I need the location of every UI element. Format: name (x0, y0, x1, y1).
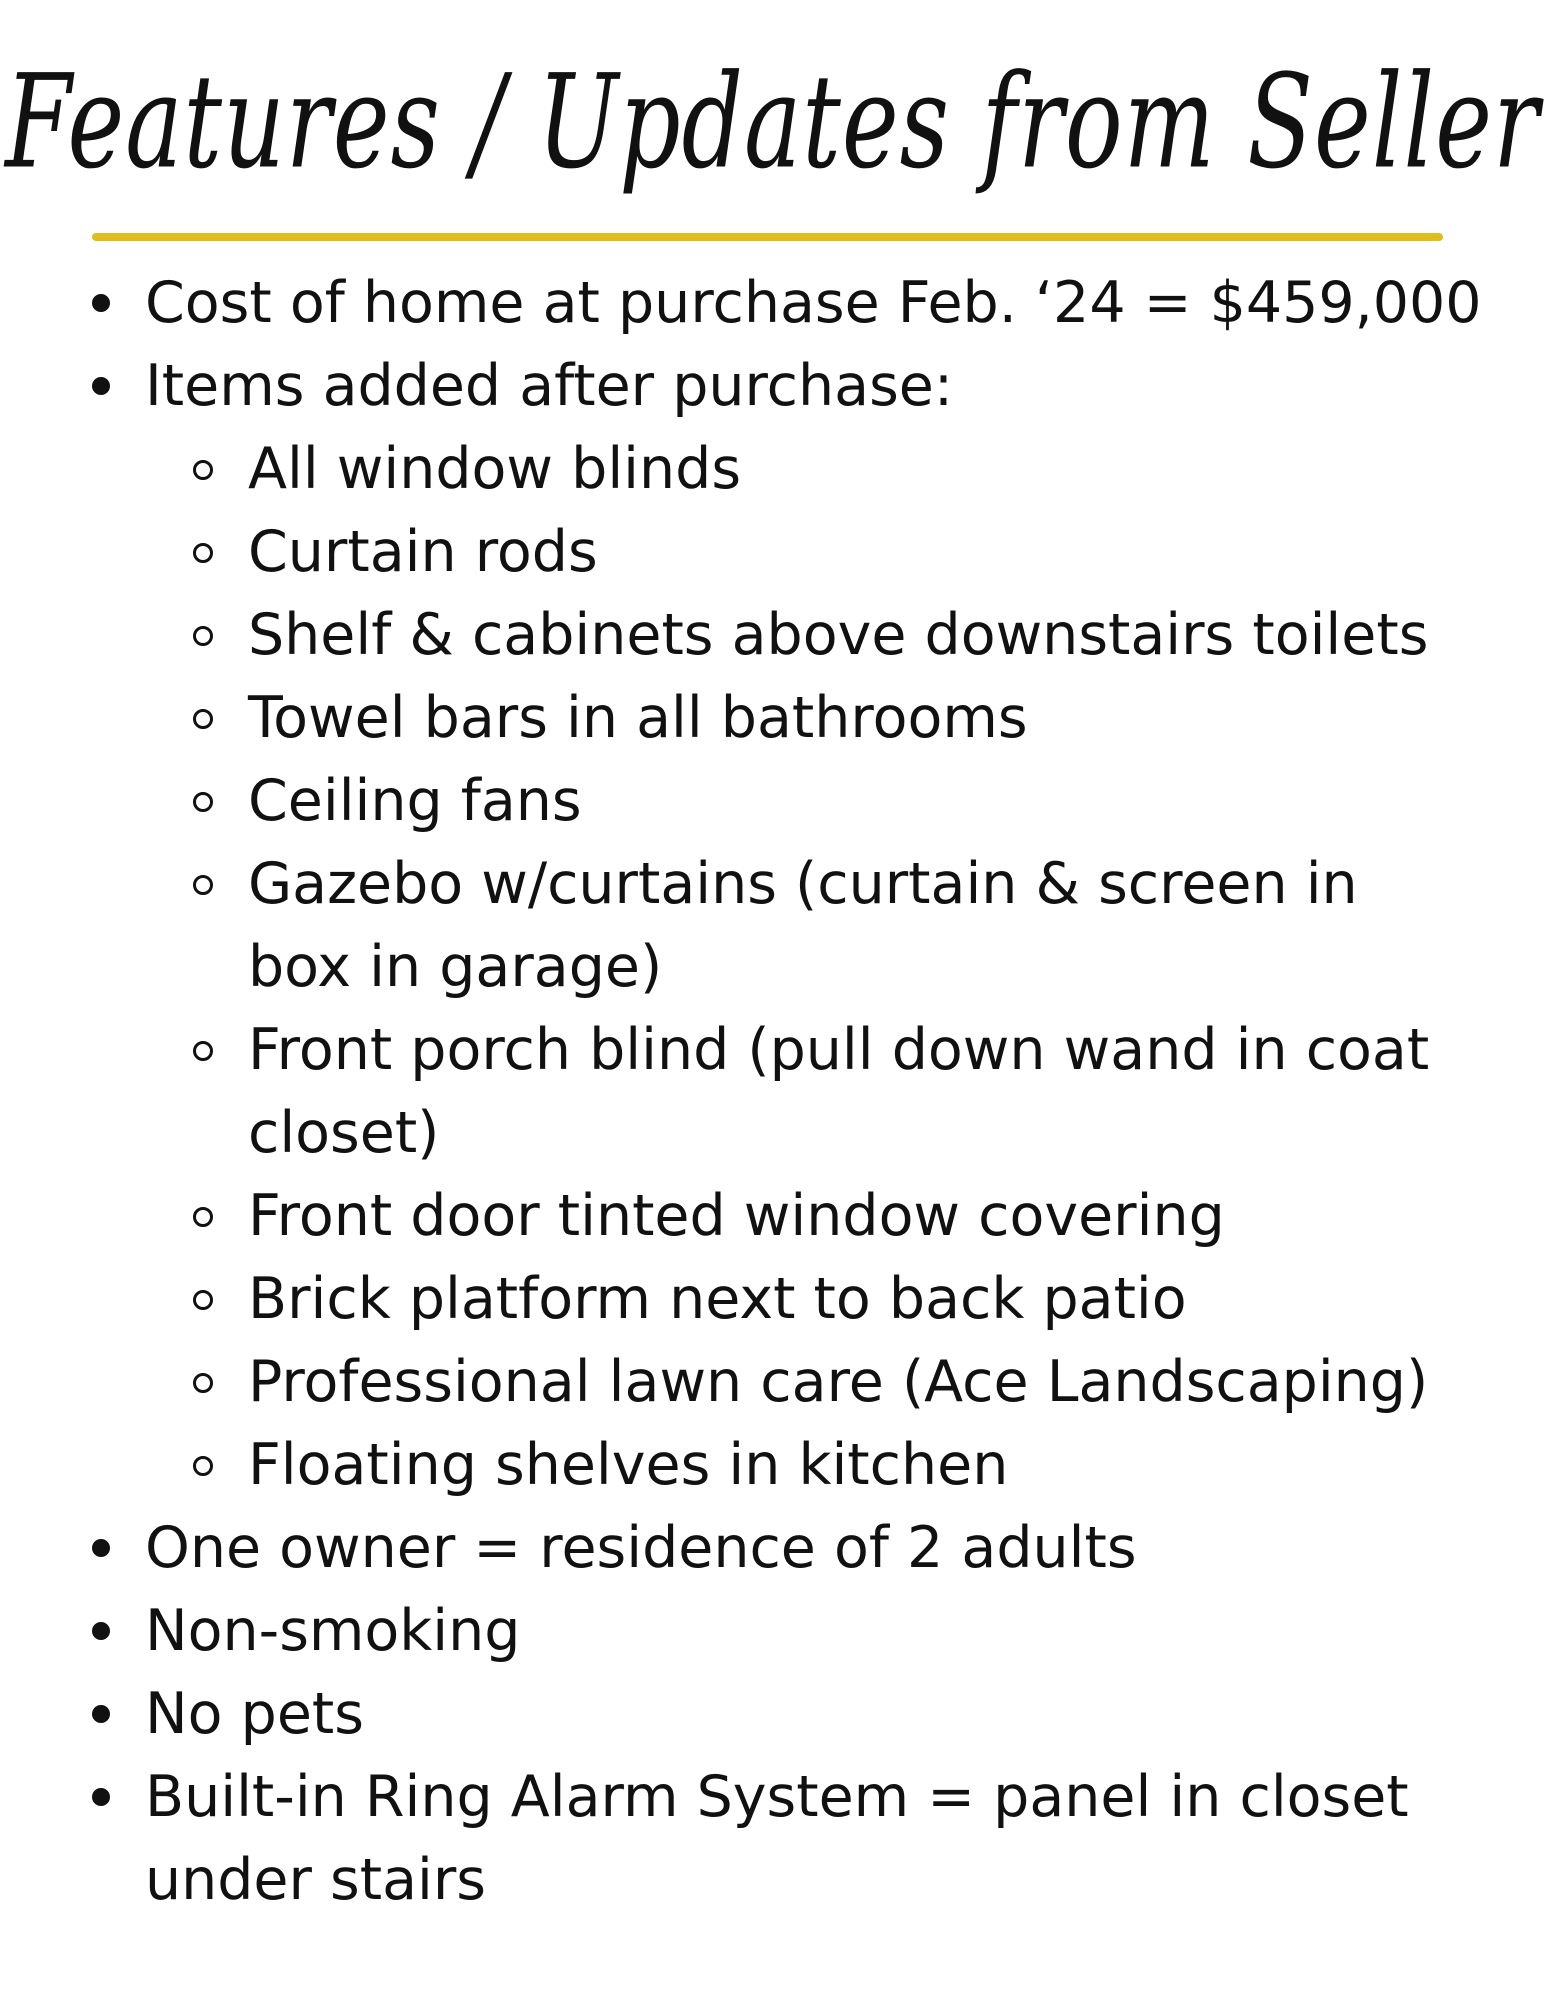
sublist-item (0, 428, 1505, 511)
sublist-item (0, 843, 1505, 1009)
sublist-item (0, 760, 1505, 843)
sublist-item (0, 1424, 1505, 1507)
list-item-no-pets (0, 1673, 1545, 1756)
sublist-item-text: Curtain rods (248, 519, 598, 585)
sublist-item (0, 511, 1505, 594)
sublist-item (0, 594, 1505, 677)
sublist-item-text: Shelf & cabinets above downstairs toilets (248, 602, 1429, 668)
sublist-item (0, 1341, 1505, 1424)
features-list-container (0, 262, 1545, 1922)
list-item-non-smoking (0, 1590, 1545, 1673)
list-item-text: One owner = residence of 2 adults (145, 1515, 1137, 1581)
list-item-owner (0, 1507, 1545, 1590)
sublist-item-text: Towel bars in all bathrooms (248, 685, 1028, 751)
sublist-item (0, 1009, 1505, 1175)
features-list (0, 262, 1545, 1922)
title-underline (92, 233, 1443, 241)
list-item-text: Non-smoking (145, 1598, 521, 1664)
items-added-sublist (145, 428, 1505, 1507)
page-title: Features / Updates from Seller (5, 46, 1540, 198)
sublist-item-text: Gazebo w/curtains (curtain & screen in box in garage) (248, 851, 1358, 1000)
sublist-item-text: Floating shelves in kitchen (248, 1432, 1009, 1498)
sublist-item (0, 1258, 1505, 1341)
sublist-item-text: Professional lawn care (Ace Landscaping) (248, 1349, 1429, 1415)
list-item-text: No pets (145, 1681, 364, 1747)
sublist-item-text: Brick platform next to back patio (248, 1266, 1187, 1332)
sublist-item-text: All window blinds (248, 436, 742, 502)
sublist-item (0, 1175, 1505, 1258)
list-item-text: Items added after purchase: (145, 353, 954, 419)
sublist-item-text: Front porch blind (pull down wand in coat closet) (248, 1017, 1430, 1166)
sublist-item-text: Ceiling fans (248, 768, 582, 834)
sublist-item (0, 677, 1505, 760)
list-item-items-added (0, 345, 1545, 1507)
list-item-cost (0, 262, 1545, 345)
sublist-item-text: Front door tinted window covering (248, 1183, 1225, 1249)
list-item-alarm (0, 1756, 1545, 1922)
list-item-text: Cost of home at purchase Feb. ‘24 = $459,000 (145, 270, 1482, 336)
list-item-text: Built-in Ring Alarm System = panel in closet under stairs (145, 1764, 1409, 1913)
